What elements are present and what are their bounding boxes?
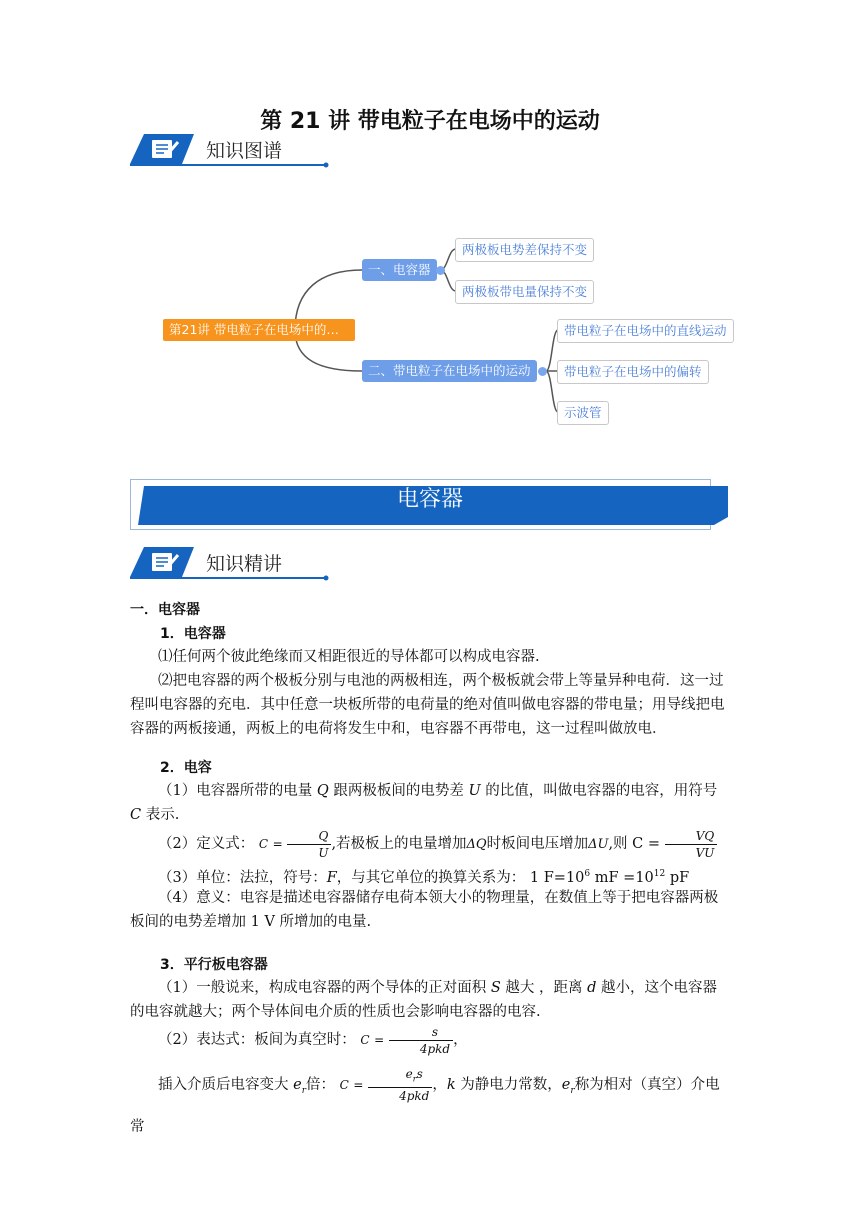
mindmap-leaf[interactable]: 带电粒子在电场中的直线运动 xyxy=(557,319,734,343)
text: 称为相对（真空）介电常 xyxy=(130,1077,720,1136)
text: ，与其它单位的换算关系为： 1 F=10 xyxy=(336,869,585,886)
mindmap-leaf[interactable]: 两极板带电量保持不变 xyxy=(455,280,594,304)
chapter-band xyxy=(130,479,730,531)
text: （2）定义式： xyxy=(158,836,255,852)
denominator: 4pkd xyxy=(399,1089,430,1104)
text: 插入介质后电容变大 xyxy=(158,1077,289,1094)
symbol-er xyxy=(561,1077,575,1097)
text: 的比值，叫做电容器的电容，用符号 xyxy=(480,783,718,799)
equals: = xyxy=(353,1078,364,1093)
numerator xyxy=(368,1066,432,1088)
banner-title: 知识图谱 xyxy=(206,140,283,162)
symbol-F: F xyxy=(326,869,337,886)
branch-collapse-dot[interactable] xyxy=(436,266,445,275)
symbol-S: S xyxy=(490,980,501,996)
symbol-e: e xyxy=(561,1077,571,1094)
denominator: VU xyxy=(695,845,715,860)
symbol-d: d xyxy=(587,980,597,996)
text: （1）一般说来，构成电容器的两个导体的正对面积 xyxy=(158,980,491,996)
fraction-ers-over-4pkd xyxy=(368,1066,432,1104)
symbol-s: s xyxy=(416,1067,423,1081)
subheading-2: 2．电容 xyxy=(160,760,212,776)
symbol-e: e xyxy=(293,1077,302,1094)
text: 为静电力常数， xyxy=(455,1077,562,1094)
banner-title: 知识精讲 xyxy=(206,553,283,575)
section-banner-knowledge-map xyxy=(130,132,330,168)
exponent: 12 xyxy=(653,869,666,879)
paragraph xyxy=(130,779,730,827)
text: 倍： xyxy=(306,1077,336,1094)
paragraph-vacuum-formula xyxy=(130,1022,730,1058)
numerator: s xyxy=(389,1024,453,1041)
symbol-e: e xyxy=(405,1067,413,1081)
text: mF =10 xyxy=(590,869,654,886)
text: ， xyxy=(432,1077,447,1094)
fraction-s-over-4pkd xyxy=(389,1024,453,1057)
text: ， xyxy=(453,1032,468,1048)
numerator: VQ xyxy=(665,828,718,845)
subheading-1: 1．电容器 xyxy=(160,626,226,642)
text: pF xyxy=(665,869,690,886)
heading-capacitor: 一．电容器 xyxy=(130,602,200,618)
fraction-VQ-over-VU xyxy=(665,828,718,861)
symbol-er xyxy=(293,1077,307,1097)
mindmap-branch-motion[interactable]: 二、带电粒子在电场中的运动 xyxy=(362,360,537,382)
symbol-C: C xyxy=(339,1078,349,1093)
text: ,则 C = xyxy=(608,836,661,852)
equals: = xyxy=(374,1033,385,1047)
subscript: r xyxy=(301,1086,307,1097)
symbol-C: C xyxy=(258,837,269,851)
paragraph: ⑵把电容器的两个极板分别与电池的两极相连，两个极板就会带上等量异种电荷．这一过程叫电容器的充电．其中任意一块板所带的电荷量的绝对值叫做电容器的带电量；用导线把电容器的两板接通，两板上的电荷将发生中和，电容器不再带电，这一过程叫做放电． xyxy=(130,673,725,737)
subheading-3: 3．平行板电容器 xyxy=(160,957,268,973)
text: （1）电容器所带的电量 xyxy=(158,783,317,799)
text: 越大 ，距离 xyxy=(500,980,588,996)
text: 时板间电压增加 xyxy=(486,836,589,852)
equals: = xyxy=(272,837,283,851)
text: 跟两极板间的电势差 xyxy=(328,783,469,799)
denominator: U xyxy=(318,845,329,860)
text: ,若极板上的电量增加 xyxy=(331,836,467,852)
text: 越小，这个电容器的电容就越大；两个导体间电介质的性质也会影响电容器的电容. xyxy=(130,980,718,1020)
mindmap-leaf[interactable]: 示波管 xyxy=(557,401,609,425)
symbol-dQ: ΔQ xyxy=(466,837,487,852)
paragraph-dielectric-formula xyxy=(130,1066,730,1145)
symbol-U: U xyxy=(468,783,481,799)
paragraph: ⑴任何两个彼此绝缘而又相距很近的导体都可以构成电容器. xyxy=(158,649,540,665)
fraction-Q-over-U xyxy=(287,828,331,861)
symbol-k: k xyxy=(446,1077,456,1094)
denominator: 4pkd xyxy=(419,1041,451,1056)
subscript: r xyxy=(412,1074,417,1084)
paragraph xyxy=(130,976,730,1024)
exponent: 6 xyxy=(584,869,591,879)
subscript: r xyxy=(570,1086,575,1097)
text: （2）表达式：板间为真空时： xyxy=(158,1032,356,1048)
branch-collapse-dot[interactable] xyxy=(538,367,547,376)
text: 表示. xyxy=(141,807,180,823)
paragraph-definition xyxy=(130,826,730,863)
symbol-C: C xyxy=(130,807,142,823)
symbol-dU: ΔU xyxy=(588,837,609,852)
symbol-Q: Q xyxy=(316,783,329,799)
text: （3）单位：法拉，符号： xyxy=(158,869,327,886)
section-banner-knowledge-lecture xyxy=(130,545,330,581)
mindmap-leaf[interactable]: 带电粒子在电场中的偏转 xyxy=(557,360,709,384)
mindmap-branch-capacitor[interactable]: 一、电容器 xyxy=(362,259,437,281)
page-title: 第 21 讲 带电粒子在电场中的运动 xyxy=(260,109,600,134)
paragraph: （4）意义：电容是描述电容器储存电荷本领大小的物理量，在数值上等于把电容器两极板间的电势差增加 1 V 所增加的电量. xyxy=(130,890,719,930)
symbol-C: C xyxy=(360,1033,370,1047)
mindmap-root[interactable]: 第21讲 带电粒子在电场中的… xyxy=(163,319,355,341)
numerator: Q xyxy=(287,828,331,845)
mindmap-leaf[interactable]: 两极板电势差保持不变 xyxy=(455,238,594,262)
chapter-title: 电容器 xyxy=(396,487,463,512)
